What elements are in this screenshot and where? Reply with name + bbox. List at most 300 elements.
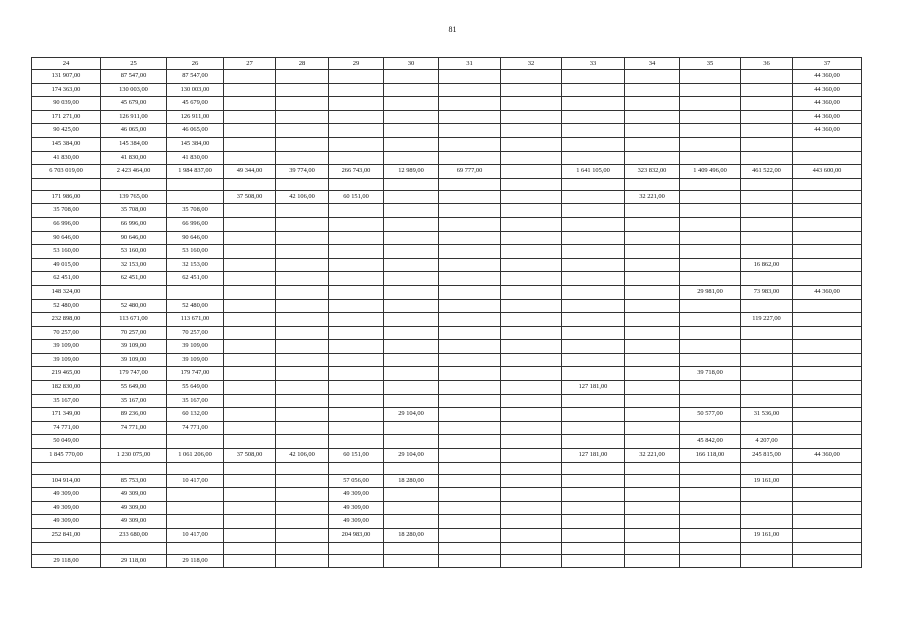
table-cell (224, 529, 276, 543)
column-header: 37 (793, 58, 862, 70)
table-cell (680, 70, 741, 84)
table-cell (384, 421, 439, 435)
table-cell (680, 381, 741, 395)
table-cell (741, 97, 793, 111)
table-cell: 87 547,00 (167, 70, 224, 84)
table-cell (625, 178, 680, 190)
table-cell (501, 353, 562, 367)
table-cell: 41 830,00 (101, 151, 167, 165)
table-cell (276, 217, 329, 231)
table-cell (276, 231, 329, 245)
table-cell (680, 515, 741, 529)
table-cell (276, 124, 329, 138)
table-cell (329, 272, 384, 286)
table-cell (680, 245, 741, 259)
table-cell (224, 151, 276, 165)
table-cell (501, 204, 562, 218)
table-cell (501, 231, 562, 245)
table-cell (384, 515, 439, 529)
table-cell (224, 326, 276, 340)
table-cell (329, 554, 384, 568)
table-cell (501, 285, 562, 299)
table-cell (680, 110, 741, 124)
table-cell (439, 421, 501, 435)
table-cell (793, 178, 862, 190)
header-row (32, 58, 862, 70)
table-cell: 119 227,00 (741, 313, 793, 327)
table-cell: 39 718,00 (680, 367, 741, 381)
table-cell (741, 381, 793, 395)
table-cell: 37 508,00 (224, 190, 276, 204)
table-cell (224, 353, 276, 367)
table-cell: 52 480,00 (32, 299, 101, 313)
table-cell: 35 167,00 (32, 394, 101, 408)
table-cell: 127 181,00 (562, 449, 625, 463)
table-cell (224, 408, 276, 422)
table-cell (384, 137, 439, 151)
table-cell (680, 501, 741, 515)
table-cell (101, 285, 167, 299)
table-cell: 130 003,00 (101, 83, 167, 97)
table-cell (276, 258, 329, 272)
table-cell: 52 480,00 (167, 299, 224, 313)
table-cell (741, 488, 793, 502)
table-cell: 1 984 837,00 (167, 165, 224, 179)
table-cell: 32 221,00 (625, 449, 680, 463)
table-cell (501, 97, 562, 111)
table-row (32, 501, 862, 515)
table-cell (501, 542, 562, 554)
table-cell: 16 862,00 (741, 258, 793, 272)
table-cell (625, 299, 680, 313)
table-cell (501, 110, 562, 124)
table-cell (741, 110, 793, 124)
table-cell: 53 160,00 (167, 245, 224, 259)
table-cell: 266 743,00 (329, 165, 384, 179)
table-cell: 2 423 464,00 (101, 165, 167, 179)
table-cell (562, 217, 625, 231)
table-cell (276, 137, 329, 151)
table-cell (680, 394, 741, 408)
table-cell (562, 204, 625, 218)
table-cell (384, 151, 439, 165)
data-table (31, 57, 862, 568)
table-cell (625, 340, 680, 354)
table-cell: 49 309,00 (329, 501, 384, 515)
table-cell: 126 911,00 (167, 110, 224, 124)
table-cell: 145 384,00 (167, 137, 224, 151)
table-row (32, 408, 862, 422)
table-cell (741, 542, 793, 554)
table-cell: 32 153,00 (101, 258, 167, 272)
table-cell (329, 97, 384, 111)
table-cell: 39 109,00 (167, 340, 224, 354)
table-cell: 90 646,00 (32, 231, 101, 245)
table-cell (501, 474, 562, 488)
table-cell: 69 777,00 (439, 165, 501, 179)
table-cell (741, 340, 793, 354)
table-cell (562, 435, 625, 449)
table-cell (625, 231, 680, 245)
table-cell: 171 986,00 (32, 190, 101, 204)
table-cell (793, 204, 862, 218)
table-cell (501, 124, 562, 138)
table-cell (680, 462, 741, 474)
table-cell (562, 299, 625, 313)
table-cell (625, 462, 680, 474)
table-row (32, 529, 862, 543)
table-cell (224, 435, 276, 449)
table-cell (625, 151, 680, 165)
table-cell (501, 83, 562, 97)
table-cell (625, 394, 680, 408)
table-cell (276, 408, 329, 422)
table-cell (625, 245, 680, 259)
table-cell (384, 70, 439, 84)
table-cell (741, 367, 793, 381)
table-row (32, 231, 862, 245)
table-row (32, 449, 862, 463)
table-cell (793, 367, 862, 381)
table-cell (439, 462, 501, 474)
table-cell (501, 394, 562, 408)
table-cell (625, 258, 680, 272)
table-cell (793, 554, 862, 568)
table-cell (501, 70, 562, 84)
table-cell (329, 299, 384, 313)
table-cell (501, 313, 562, 327)
table-cell: 44 360,00 (793, 124, 862, 138)
table-row (32, 70, 862, 84)
table-cell: 42 106,00 (276, 449, 329, 463)
table-cell (625, 83, 680, 97)
table-cell (329, 313, 384, 327)
table-cell: 70 257,00 (32, 326, 101, 340)
table-cell (439, 204, 501, 218)
table-cell (501, 272, 562, 286)
table-cell: 87 547,00 (101, 70, 167, 84)
table-row (32, 258, 862, 272)
table-cell (501, 137, 562, 151)
table-cell (625, 326, 680, 340)
table-cell (329, 367, 384, 381)
table-row (32, 245, 862, 259)
table-cell (224, 421, 276, 435)
table-cell (224, 204, 276, 218)
table-cell (562, 258, 625, 272)
table-cell (384, 217, 439, 231)
table-row (32, 110, 862, 124)
table-cell: 73 983,00 (741, 285, 793, 299)
table-cell (276, 272, 329, 286)
table-row (32, 515, 862, 529)
table-cell: 60 151,00 (329, 449, 384, 463)
table-cell (384, 190, 439, 204)
table-cell (384, 381, 439, 395)
table-cell: 130 003,00 (167, 83, 224, 97)
table-cell (562, 529, 625, 543)
table-cell: 41 830,00 (167, 151, 224, 165)
table-cell (562, 515, 625, 529)
table-cell (680, 151, 741, 165)
table-cell (32, 462, 101, 474)
table-cell (224, 217, 276, 231)
table-row (32, 554, 862, 568)
column-header: 31 (439, 58, 501, 70)
table-cell (32, 178, 101, 190)
table-cell (167, 462, 224, 474)
table-cell (625, 501, 680, 515)
table-cell (439, 326, 501, 340)
table-cell (562, 231, 625, 245)
table-cell (793, 542, 862, 554)
table-cell (501, 501, 562, 515)
table-row (32, 97, 862, 111)
table-cell (329, 408, 384, 422)
table-cell (439, 137, 501, 151)
table-cell (439, 151, 501, 165)
table-cell (224, 83, 276, 97)
table-cell (680, 529, 741, 543)
table-cell (439, 515, 501, 529)
table-row (32, 474, 862, 488)
table-cell (501, 462, 562, 474)
table-cell: 113 671,00 (101, 313, 167, 327)
table-cell: 131 907,00 (32, 70, 101, 84)
table-cell (384, 501, 439, 515)
table-cell (384, 462, 439, 474)
table-row (32, 326, 862, 340)
table-cell: 18 280,00 (384, 474, 439, 488)
table-cell (224, 340, 276, 354)
table-cell (562, 554, 625, 568)
table-cell: 44 360,00 (793, 110, 862, 124)
table-cell: 32 221,00 (625, 190, 680, 204)
table-cell (384, 97, 439, 111)
table-row (32, 353, 862, 367)
table-cell (276, 381, 329, 395)
table-cell (224, 501, 276, 515)
table-cell: 174 363,00 (32, 83, 101, 97)
table-cell (167, 501, 224, 515)
table-cell (680, 204, 741, 218)
table-cell: 49 309,00 (329, 515, 384, 529)
table-cell: 1 061 206,00 (167, 449, 224, 463)
table-cell (439, 381, 501, 395)
table-cell (439, 245, 501, 259)
table-row (32, 151, 862, 165)
table-cell: 44 360,00 (793, 83, 862, 97)
table-cell (329, 178, 384, 190)
column-header: 34 (625, 58, 680, 70)
table-cell: 74 771,00 (101, 421, 167, 435)
table-cell (224, 474, 276, 488)
table-cell: 233 680,00 (101, 529, 167, 543)
table-cell (439, 83, 501, 97)
table-row (32, 124, 862, 138)
table-cell (329, 110, 384, 124)
table-cell (329, 285, 384, 299)
table-cell (680, 258, 741, 272)
table-cell (329, 353, 384, 367)
table-cell (625, 554, 680, 568)
table-cell: 29 104,00 (384, 449, 439, 463)
table-cell (224, 178, 276, 190)
table-cell (562, 83, 625, 97)
table-cell: 29 118,00 (32, 554, 101, 568)
table-cell (793, 353, 862, 367)
table-cell: 171 271,00 (32, 110, 101, 124)
table-row (32, 272, 862, 286)
table-cell (680, 178, 741, 190)
table-cell (384, 554, 439, 568)
table-cell (439, 70, 501, 84)
table-cell (101, 178, 167, 190)
table-cell (793, 217, 862, 231)
table-cell (793, 326, 862, 340)
page-number: 81 (448, 25, 457, 34)
table-cell: 55 649,00 (167, 381, 224, 395)
table-cell: 232 898,00 (32, 313, 101, 327)
spacer-row (32, 542, 862, 554)
table-cell (793, 421, 862, 435)
table-cell (501, 190, 562, 204)
table-cell (384, 231, 439, 245)
table-cell (439, 258, 501, 272)
table-cell (276, 529, 329, 543)
table-cell: 39 109,00 (101, 353, 167, 367)
table-cell (741, 190, 793, 204)
table-cell (384, 110, 439, 124)
table-cell (793, 313, 862, 327)
table-cell: 104 914,00 (32, 474, 101, 488)
table-cell: 179 747,00 (101, 367, 167, 381)
table-cell: 461 522,00 (741, 165, 793, 179)
table-cell: 50 049,00 (32, 435, 101, 449)
table-cell (625, 353, 680, 367)
table-cell (167, 190, 224, 204)
table-cell (276, 462, 329, 474)
table-cell (167, 515, 224, 529)
table-cell (276, 554, 329, 568)
column-header: 29 (329, 58, 384, 70)
table-cell (439, 435, 501, 449)
table-cell (562, 272, 625, 286)
table-cell (562, 367, 625, 381)
table-cell (439, 408, 501, 422)
table-cell: 49 309,00 (101, 488, 167, 502)
table-cell (625, 515, 680, 529)
table-row (32, 381, 862, 395)
table-cell (680, 231, 741, 245)
table-cell (276, 367, 329, 381)
table-cell (329, 462, 384, 474)
column-header: 33 (562, 58, 625, 70)
table-cell: 66 996,00 (101, 217, 167, 231)
table-cell (439, 367, 501, 381)
table-cell (224, 272, 276, 286)
table-cell (439, 529, 501, 543)
table-row (32, 340, 862, 354)
table-cell: 44 360,00 (793, 70, 862, 84)
table-row (32, 367, 862, 381)
table-cell (276, 542, 329, 554)
table-cell: 139 765,00 (101, 190, 167, 204)
table-cell (501, 408, 562, 422)
table-cell (680, 353, 741, 367)
table-cell (741, 421, 793, 435)
table-cell (501, 421, 562, 435)
table-cell (224, 554, 276, 568)
table-cell (562, 394, 625, 408)
table-cell (741, 151, 793, 165)
table-cell (501, 529, 562, 543)
table-row (32, 313, 862, 327)
table-cell: 29 118,00 (167, 554, 224, 568)
table-cell: 53 160,00 (32, 245, 101, 259)
table-cell (741, 83, 793, 97)
column-header: 32 (501, 58, 562, 70)
table-cell (625, 474, 680, 488)
table-cell (501, 326, 562, 340)
table-cell (741, 231, 793, 245)
table-cell (741, 272, 793, 286)
table-row (32, 285, 862, 299)
table-cell (329, 217, 384, 231)
table-cell: 29 981,00 (680, 285, 741, 299)
table-cell: 41 830,00 (32, 151, 101, 165)
table-cell (224, 367, 276, 381)
table-cell (329, 124, 384, 138)
table-cell: 85 753,00 (101, 474, 167, 488)
table-cell: 6 703 019,00 (32, 165, 101, 179)
table-cell: 44 360,00 (793, 97, 862, 111)
table-cell (793, 488, 862, 502)
table-cell: 35 708,00 (32, 204, 101, 218)
table-cell (793, 462, 862, 474)
table-cell (329, 245, 384, 259)
table-cell (625, 272, 680, 286)
table-cell (741, 462, 793, 474)
table-cell (329, 542, 384, 554)
table-cell (680, 190, 741, 204)
table-cell: 45 679,00 (167, 97, 224, 111)
table-cell (625, 204, 680, 218)
table-cell (793, 231, 862, 245)
table-cell (439, 474, 501, 488)
table-cell: 46 065,00 (101, 124, 167, 138)
table-cell: 35 708,00 (101, 204, 167, 218)
table-cell (562, 340, 625, 354)
table-cell (439, 97, 501, 111)
table-cell (793, 245, 862, 259)
column-header: 28 (276, 58, 329, 70)
table-cell: 39 109,00 (101, 340, 167, 354)
table-cell (501, 554, 562, 568)
table-cell (439, 501, 501, 515)
table-cell (224, 110, 276, 124)
table-cell (501, 340, 562, 354)
table-cell (384, 340, 439, 354)
table-cell: 19 161,00 (741, 529, 793, 543)
table-cell: 52 480,00 (101, 299, 167, 313)
table-cell (793, 137, 862, 151)
table-cell (793, 151, 862, 165)
table-cell (329, 231, 384, 245)
table-cell (680, 340, 741, 354)
table-cell (793, 299, 862, 313)
table-cell: 70 257,00 (101, 326, 167, 340)
